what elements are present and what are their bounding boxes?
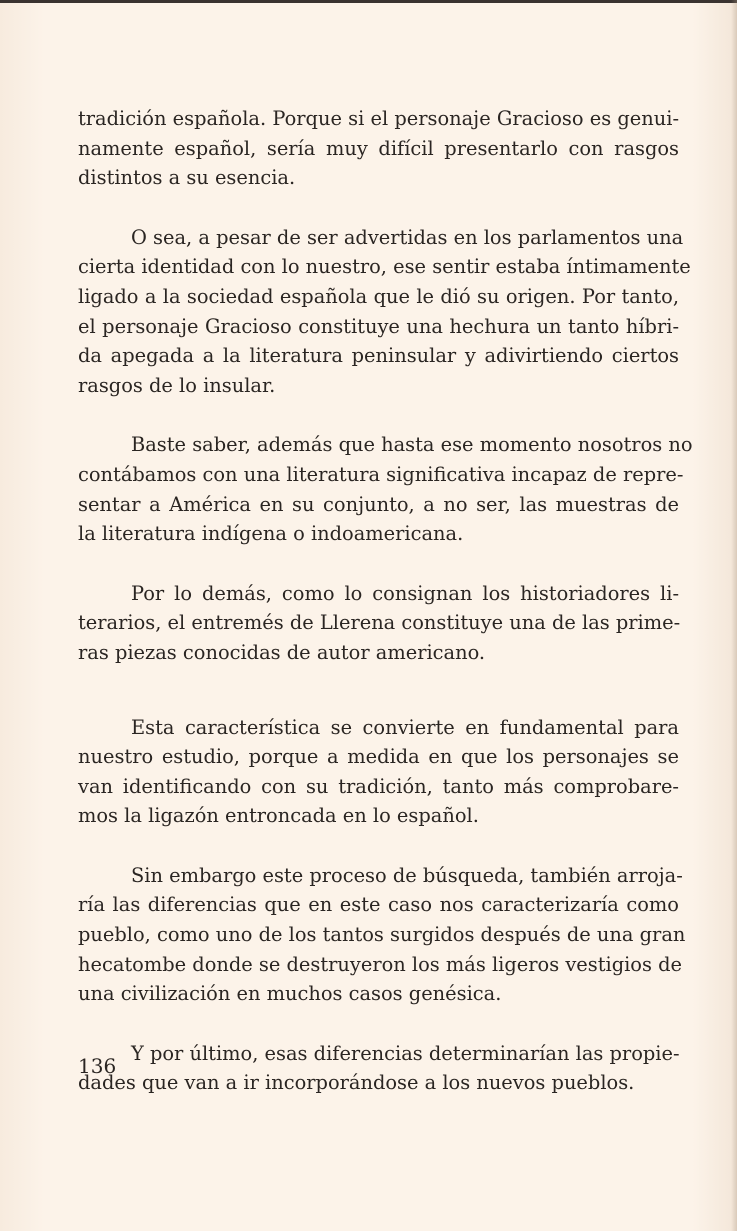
paragraph-3: [78, 430, 693, 548]
text-line: distintos a su esencia.: [78, 166, 296, 190]
text-line: van identificando con su tradición, tanto más comprobare-: [78, 774, 679, 798]
text-line: cierta identidad con lo nuestro, ese sentir estaba íntimamente: [78, 255, 691, 279]
paragraph-1: [78, 104, 679, 193]
text-line: dades que van a ir incorporándose a los nuevos pueblos.: [78, 1071, 635, 1095]
text-line: mos la ligazón entroncada en lo español.: [78, 804, 479, 828]
page-number: 136: [78, 1054, 117, 1078]
text-line: pueblo, como uno de los tantos surgidos después de una gran: [78, 923, 686, 947]
text-line: rasgos de lo insular.: [78, 373, 276, 397]
paragraph-4: [78, 579, 679, 668]
paragraph-6: [78, 861, 686, 1009]
text-line: O sea, a pesar de ser advertidas en los parlamentos una: [131, 225, 684, 249]
text-line: la literatura indígena o indoamericana.: [78, 522, 464, 546]
text-line: Baste saber, además que hasta ese momento nosotros no: [131, 433, 693, 457]
text-line: ría las diferencias que en este caso nos caracterizaría como: [78, 893, 679, 917]
text-line: nuestro estudio, porque a medida en que los personajes se: [78, 745, 679, 769]
text-line: Sin embargo este proceso de búsqueda, también arroja-: [131, 863, 683, 887]
text-line: Esta característica se convierte en fundamental para: [131, 715, 679, 739]
text-line: ligado a la sociedad española que le dió su origen. Por tanto,: [78, 284, 679, 308]
paragraph-7: [78, 1039, 679, 1098]
text-line: tradición española. Porque si el personaje Gracioso es genui-: [78, 107, 679, 130]
page-top-edge: [0, 0, 737, 3]
body-text: [78, 104, 693, 1098]
text-line: Y por último, esas diferencias determinarían las propie-: [131, 1041, 680, 1065]
text-line: el personaje Gracioso constituye una hechura un tanto híbri-: [78, 314, 679, 338]
text-line: hecatombe donde se destruyeron los más ligeros vestigios de: [78, 952, 682, 976]
text-line: ras piezas conocidas de autor americano.: [78, 640, 486, 664]
text-line: namente español, sería muy difícil presentarlo con rasgos: [78, 136, 679, 160]
paragraph-5: [78, 713, 679, 831]
text-line: terarios, el entremés de Llerena constituye una de las prime-: [78, 611, 681, 635]
text-line: una civilización en muchos casos genésica.: [78, 982, 502, 1006]
text-line: da apegada a la literatura peninsular y adivirtiendo ciertos: [78, 344, 679, 368]
page-right-edge: [731, 0, 737, 1231]
text-line: contábamos con una literatura significativa incapaz de repre-: [78, 462, 684, 486]
text-line: sentar a América en su conjunto, a no ser, las muestras de: [78, 492, 679, 516]
paragraph-2: [78, 223, 691, 401]
text-line: Por lo demás, como lo consignan los historiadores li-: [131, 581, 679, 605]
